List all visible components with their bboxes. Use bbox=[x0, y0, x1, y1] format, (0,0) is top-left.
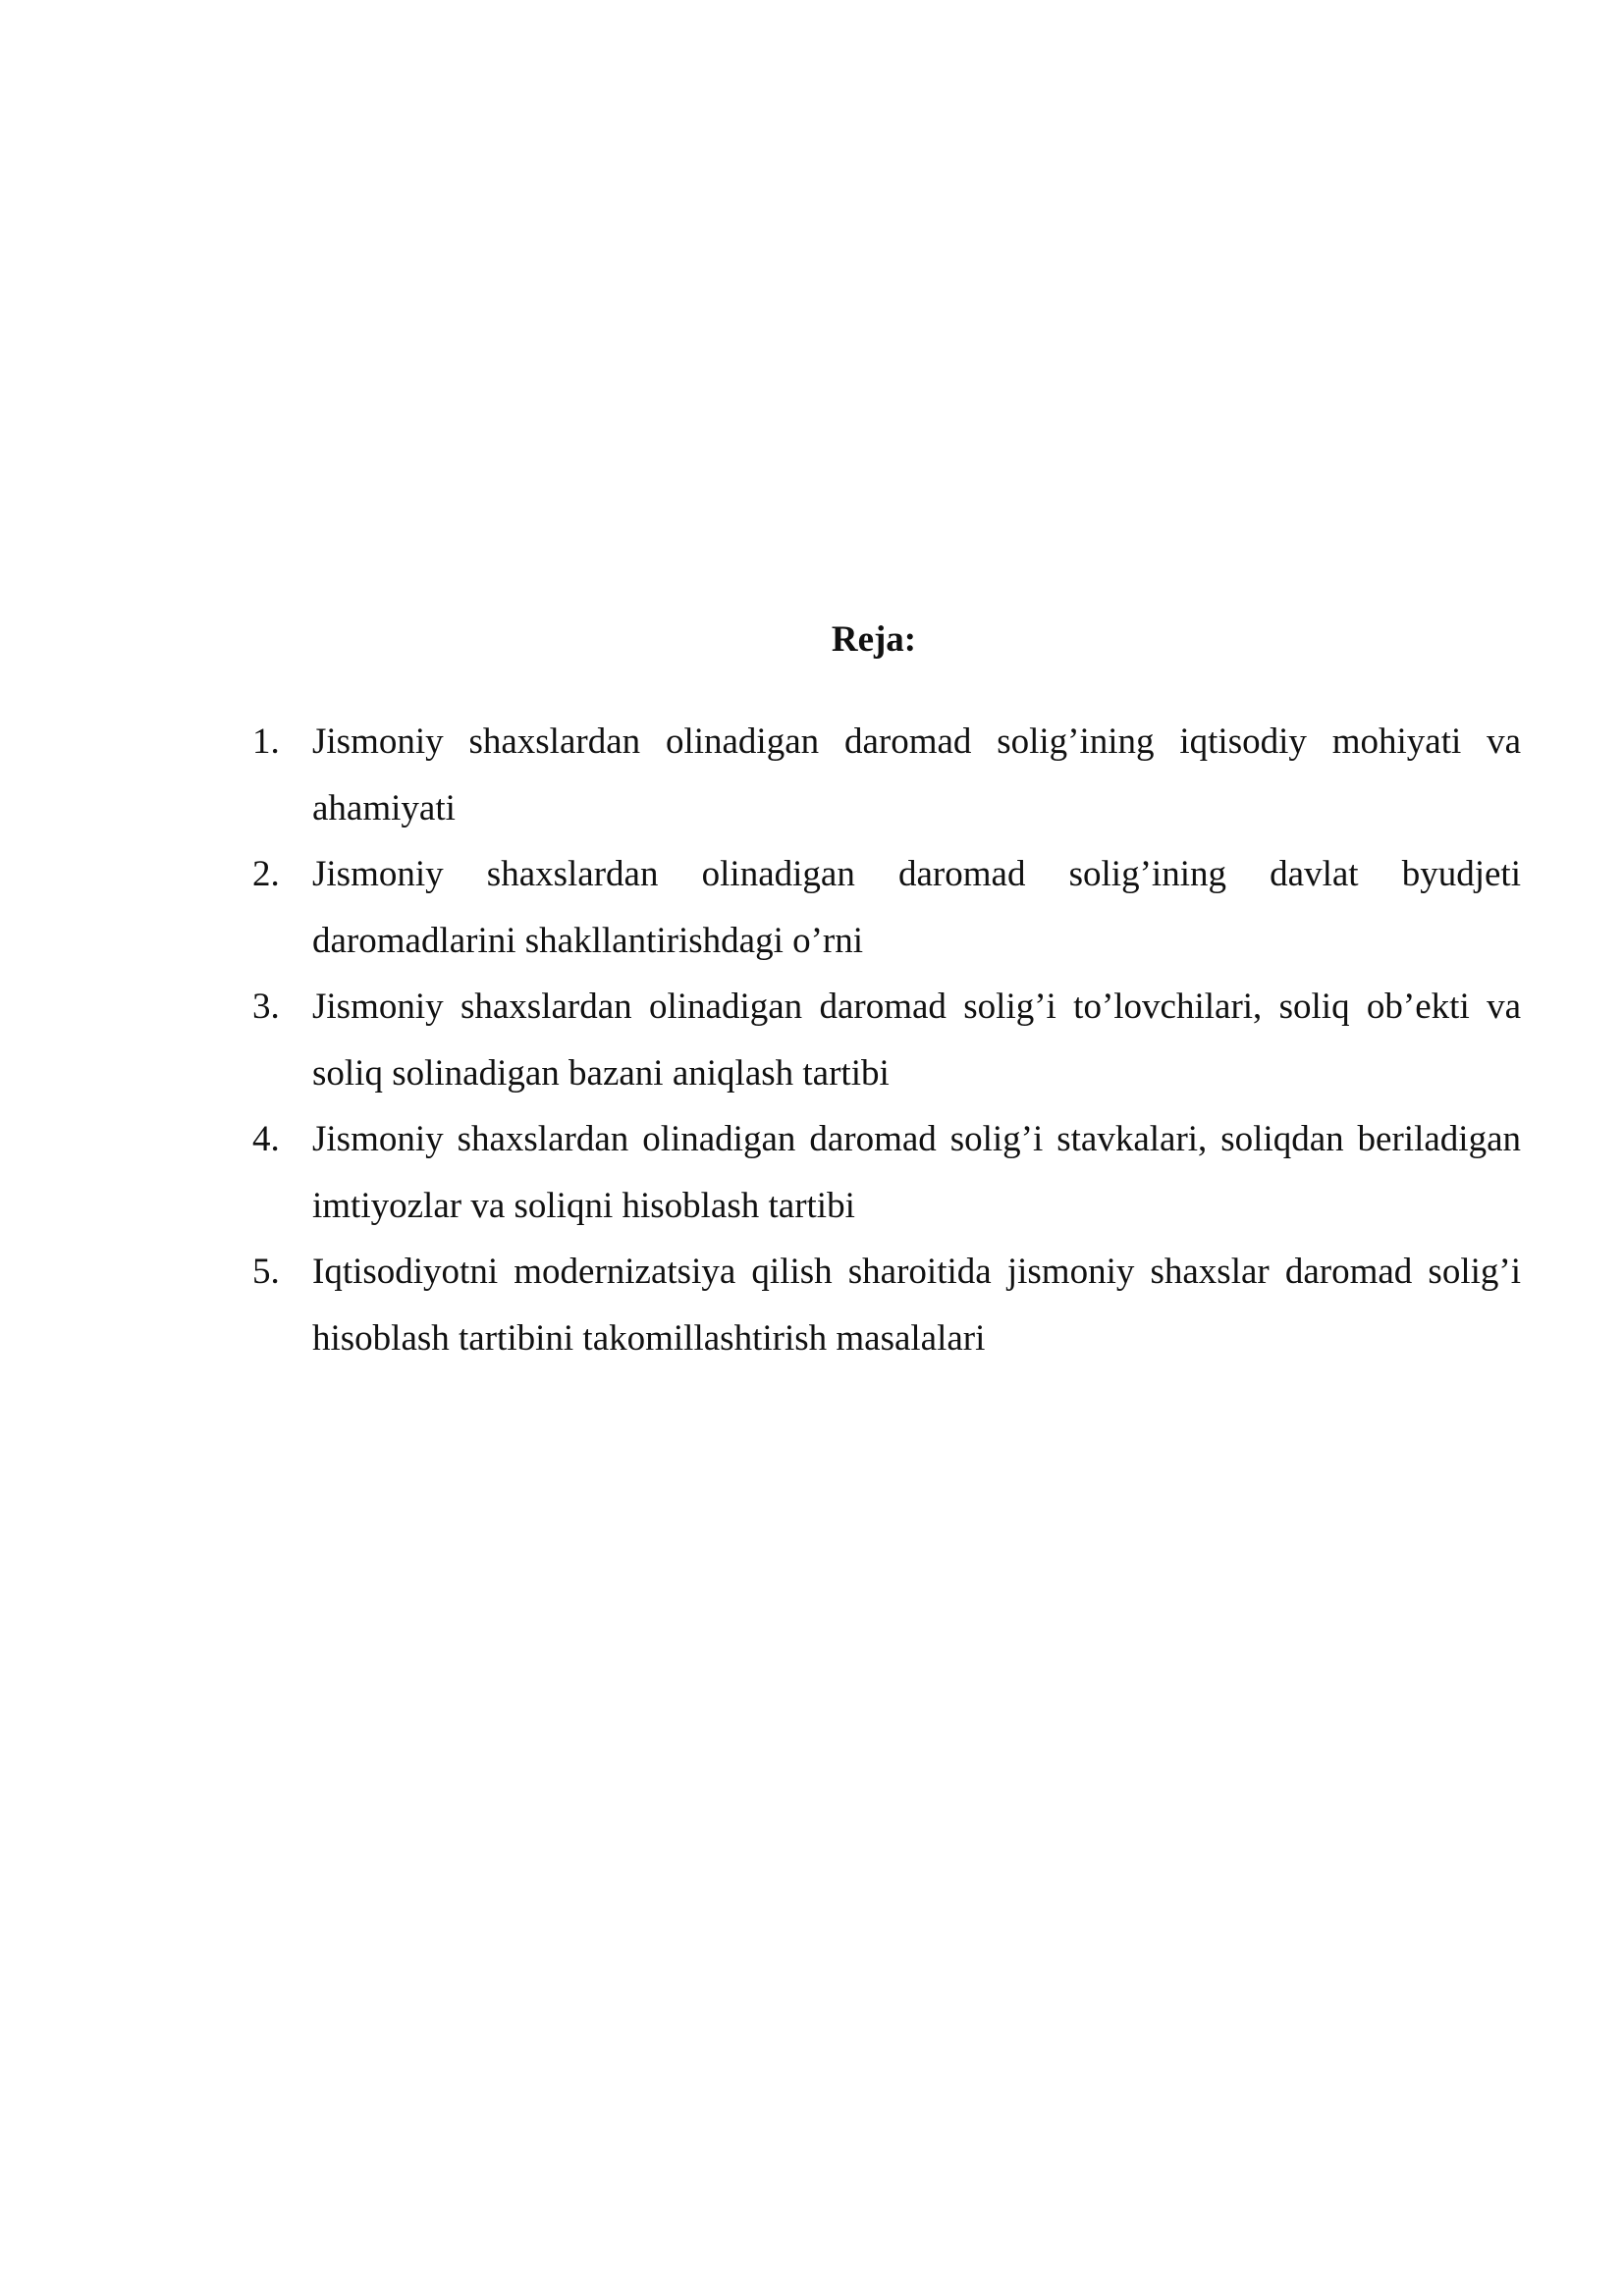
list-item-number: 3. bbox=[252, 987, 280, 1027]
list-item-number: 4. bbox=[252, 1119, 280, 1159]
list-item bbox=[247, 1106, 1521, 1239]
list-item bbox=[247, 709, 1521, 841]
page-title: Reja: bbox=[831, 619, 917, 660]
list-item-text: Jismoniy shaxslardan olinadigan daromad solig’ining davlat byudjeti daromadlarini shakllantirishdagi o’rni bbox=[312, 854, 1521, 961]
plan-list bbox=[247, 709, 1521, 1371]
list-item bbox=[247, 841, 1521, 974]
list-item-text: Jismoniy shaxslardan olinadigan daromad solig’ining iqtisodiy mohiyati va ahamiyati bbox=[312, 721, 1521, 828]
list-item-number: 5. bbox=[252, 1252, 280, 1292]
list-item-text: Iqtisodiyotni modernizatsiya qilish sharoitida jismoniy shaxslar daromad solig’i hisoblash tartibini takomillashtirish masalalari bbox=[312, 1252, 1521, 1359]
list-item-number: 1. bbox=[252, 721, 280, 762]
list-item-number: 2. bbox=[252, 854, 280, 894]
list-item-text: Jismoniy shaxslardan olinadigan daromad solig’i stavkalari, soliqdan beriladigan imtiyozlar va soliqni hisoblash tartibi bbox=[312, 1119, 1521, 1226]
list-item-text: Jismoniy shaxslardan olinadigan daromad solig’i to’lovchilari, soliq ob’ekti va soliq solinadigan bazani aniqlash tartibi bbox=[312, 987, 1521, 1094]
list-item bbox=[247, 974, 1521, 1106]
list-item bbox=[247, 1239, 1521, 1371]
